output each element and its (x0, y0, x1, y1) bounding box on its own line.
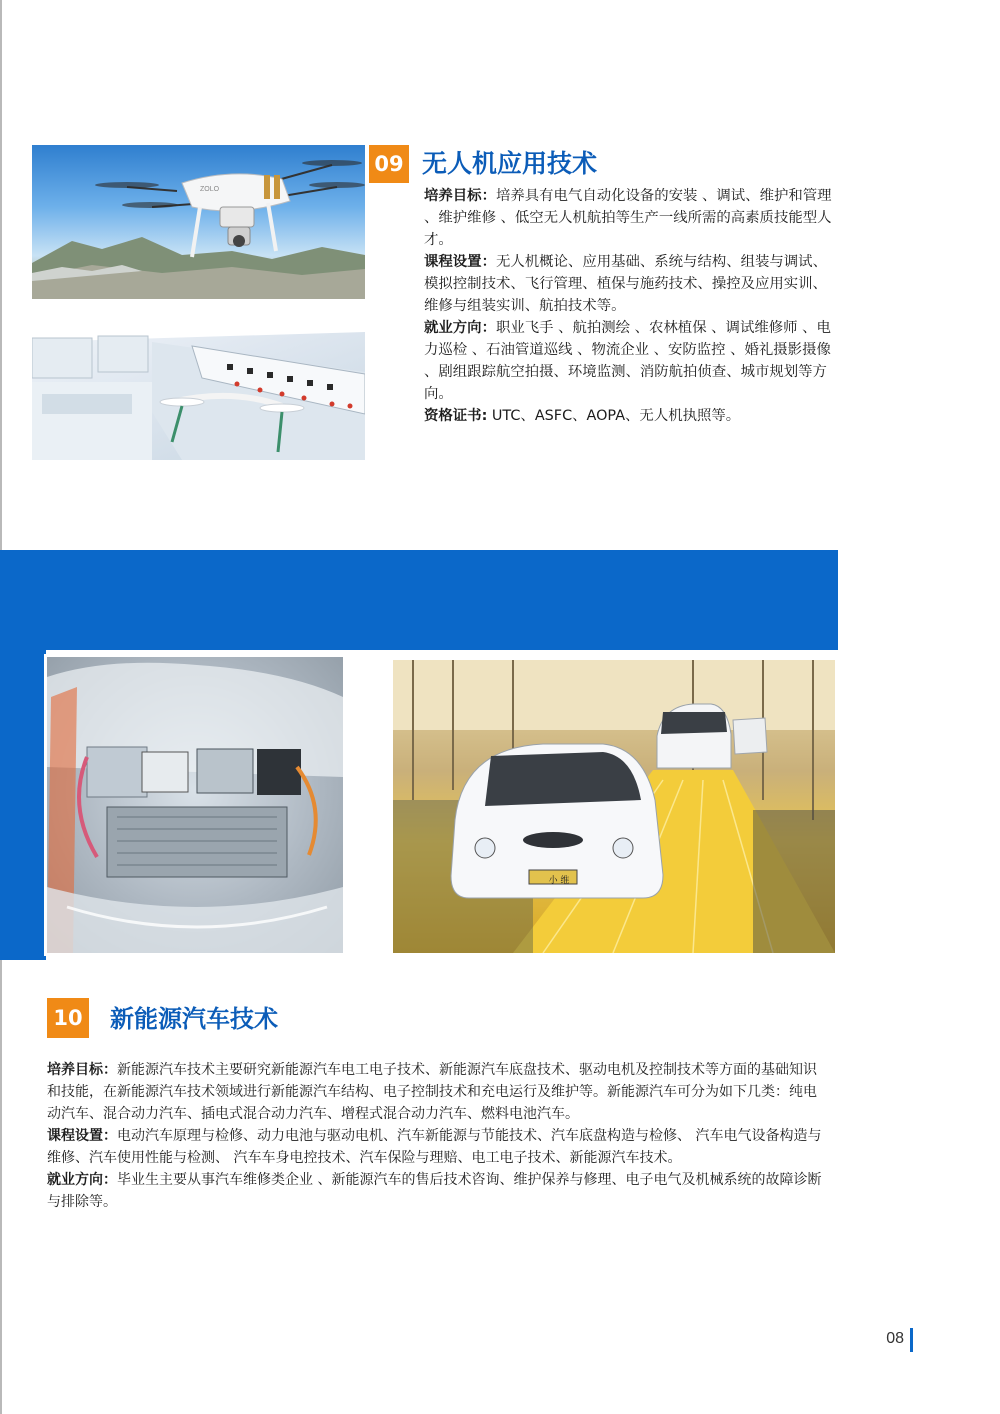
curriculum-paragraph (424, 251, 836, 317)
section-09-body (424, 185, 836, 427)
page-number: 08 (886, 1330, 904, 1347)
paragraph-label: 课程设置： (424, 254, 496, 270)
paragraph-text: 职业飞手 、航拍测绘 、农林植保 、调试维修师 、电力巡检 、石油管道巡线 、物流企业 、安防监控 、婚礼摄影摄像 、剧组跟踪航空拍摄、环境监测、消防航拍侦查、城市规划等方向。 (424, 320, 831, 402)
drone-brand-mark: ZOLO (200, 186, 220, 193)
section-10-body (47, 1059, 827, 1213)
factory-illustration (393, 660, 835, 953)
ev-engine-photo (44, 654, 346, 956)
paragraph-text: 毕业生主要从事汽车维修类企业 、新能源汽车的售后技术咨询、维护保养与修理、电子电气及机械系统的故障诊断与排除等。 (47, 1172, 822, 1210)
section-title: 无人机应用技术 (422, 149, 598, 178)
paragraph-label: 培养目标： (47, 1062, 117, 1078)
paragraph-label: 培养目标： (424, 188, 496, 204)
blue-banner (0, 550, 838, 650)
paragraph-text: UTC、ASFC、AOPA、无人机执照等。 (487, 408, 741, 424)
training-goal-paragraph (47, 1059, 827, 1125)
drone-photo (32, 145, 365, 299)
blue-side-strip (0, 650, 46, 960)
section-number-badge: 09 (369, 145, 409, 183)
paragraph-text: 新能源汽车技术主要研究新能源汽车电工电子技术、新能源汽车底盘技术、驱动电机及控制技术等方面的基础知识和技能，在新能源汽车技术领域进行新能源汽车结构、电子控制技术和充电运行及维护等。新能源汽车可分为如下几类：纯电动汽车、混合动力汽车、插电式混合动力汽车、增程式混合动力汽车、燃料电池汽车。 (47, 1062, 817, 1122)
paragraph-label: 资格证书: (424, 408, 488, 424)
paragraph-label: 就业方向： (47, 1172, 117, 1188)
car-factory-photo (390, 657, 838, 956)
paragraph-text: 电动汽车原理与检修、动力电池与驱动电机、汽车新能源与节能技术、汽车底盘构造与检修、 汽车电气设备构造与维修、汽车使用性能与检测、 汽车车身电控技术、汽车保险与理赔、电工电子技术、新能源汽车技术。 (47, 1128, 822, 1166)
paragraph-text: 无人机概论、应用基础、系统与结构、组装与调试、模拟控制技术、飞行管理、植保与施药技术、操控及应用实训、维修与组装实训、航拍技术等。 (424, 254, 827, 314)
section-title: 新能源汽车技术 (110, 1005, 278, 1033)
paragraph-label: 课程设置： (47, 1128, 117, 1144)
paragraph-text: 培养具有电气自动化设备的安装 、调试、维护和管理 、维护维修 、低空无人机航拍等生产一线所需的高素质技能型人才。 (424, 188, 832, 248)
drone-illustration (32, 145, 365, 299)
curriculum-paragraph (47, 1125, 827, 1169)
certificate-paragraph (424, 405, 836, 427)
car-plate-label: 小 维 (548, 876, 570, 886)
paragraph-label: 就业方向： (424, 320, 496, 336)
engine-illustration (47, 657, 343, 953)
section-number-badge: 10 (47, 998, 89, 1038)
career-paragraph (47, 1169, 827, 1213)
training-goal-paragraph (424, 185, 836, 251)
lab-illustration (32, 302, 365, 460)
page-number-bar (910, 1328, 913, 1352)
drone-lab-photo (32, 302, 365, 460)
career-paragraph (424, 317, 836, 405)
